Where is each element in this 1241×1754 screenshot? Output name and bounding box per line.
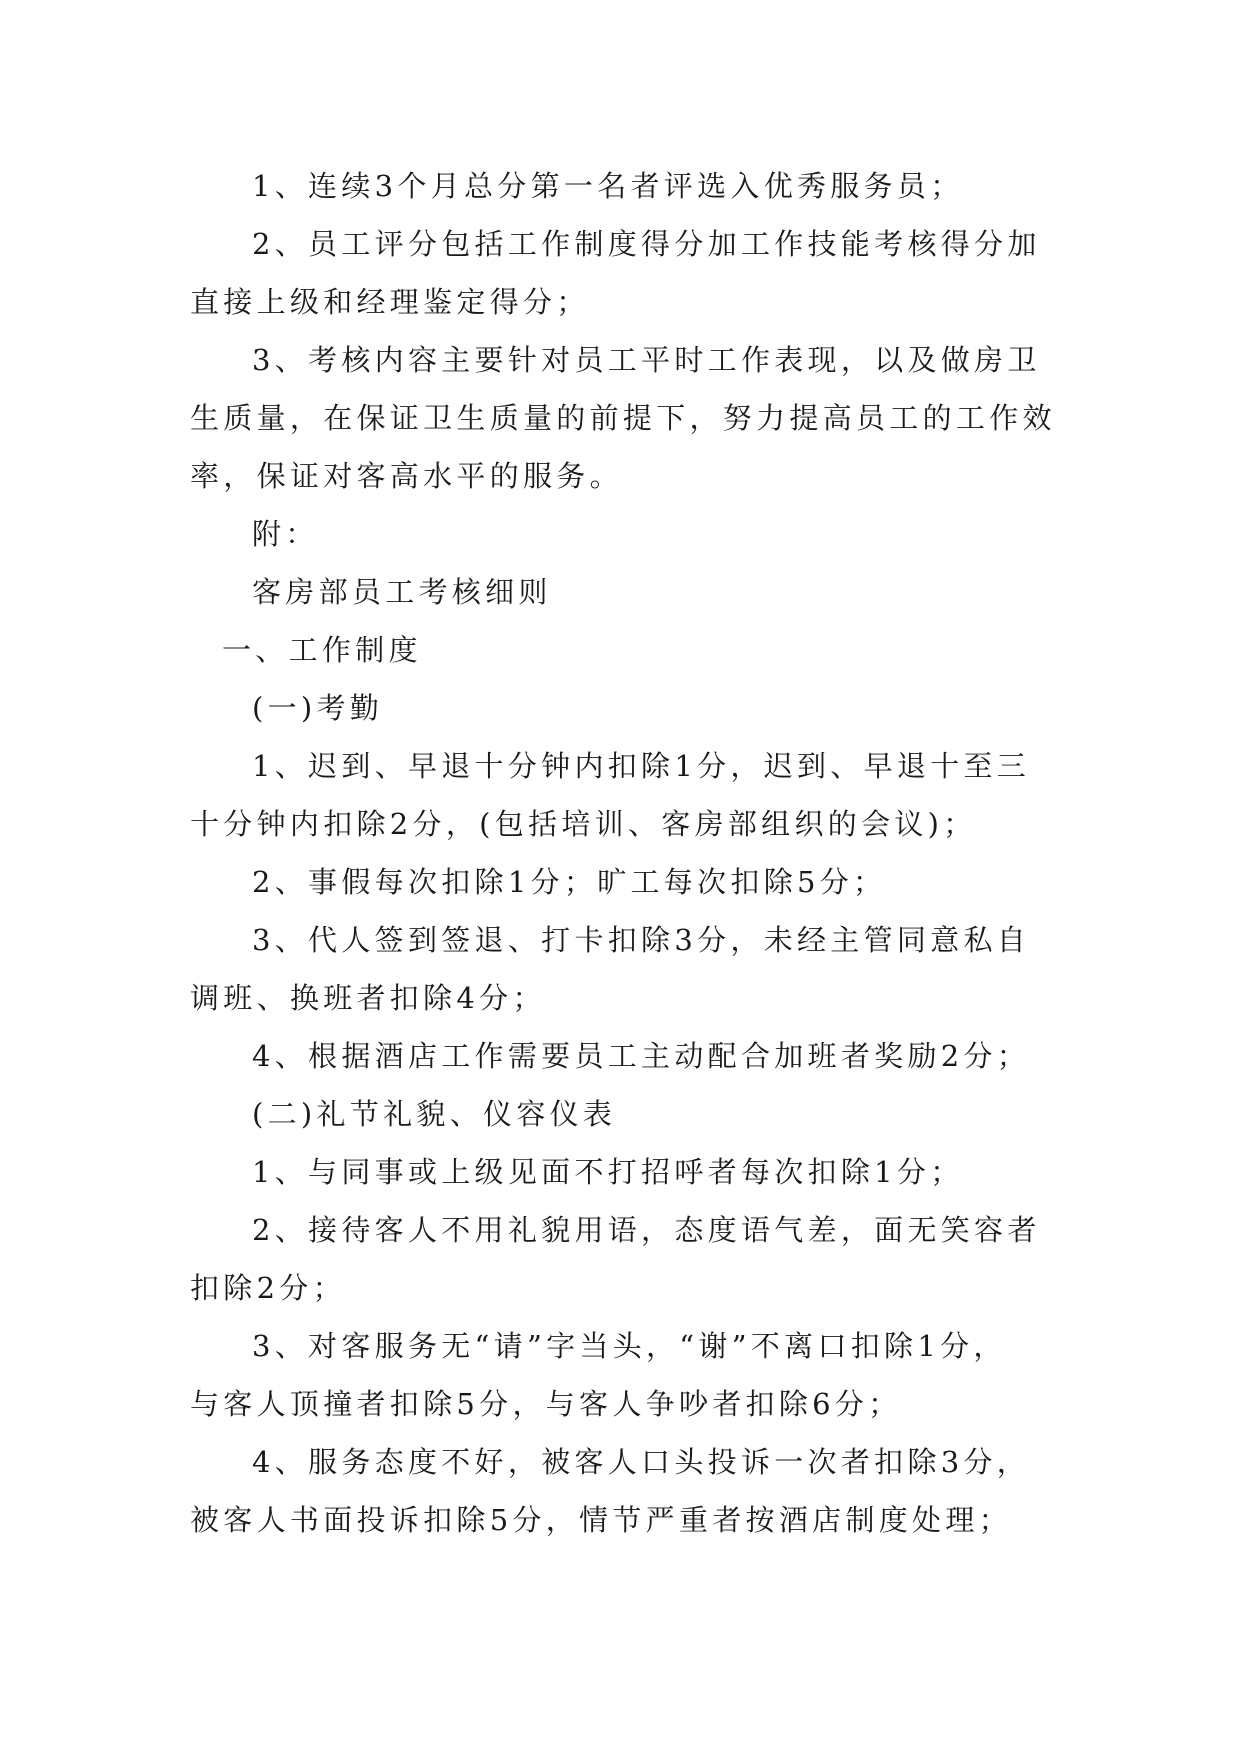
text-line: 扣除2分；	[190, 1271, 346, 1305]
text-line: 4、根据酒店工作需要员工主动配合加班者奖励2分；	[252, 1039, 1031, 1073]
text-line: 1、与同事或上级见面不打招呼者每次扣除1分；	[252, 1155, 964, 1189]
text-line: 调班、换班者扣除4分；	[190, 981, 546, 1015]
text-line: 2、接待客人不用礼貌用语，态度语气差，面无笑容者	[252, 1213, 1041, 1247]
section-heading: 一、工作制度	[222, 633, 422, 667]
text-line: 3、代人签到签退、打卡扣除3分，未经主管同意私自	[252, 923, 1031, 957]
text-line: 与客人顶撞者扣除5分，与客人争吵者扣除6分；	[190, 1387, 902, 1421]
text-line: 十分钟内扣除2分，(包括培训、客房部组织的会议)；	[190, 807, 977, 841]
text-line: 率，保证对客高水平的服务。	[190, 459, 623, 493]
section-title: 客房部员工考核细则	[252, 575, 552, 609]
text-line: 3、考核内容主要针对员工平时工作表现，以及做房卫	[252, 343, 1041, 377]
subsection-heading: (二)礼节礼貌、仪容仪表	[252, 1097, 617, 1131]
text-line: 2、事假每次扣除1分；旷工每次扣除5分；	[252, 865, 887, 899]
text-line: 直接上级和经理鉴定得分；	[190, 285, 590, 319]
text-line: 4、服务态度不好，被客人口头投诉一次者扣除3分，	[252, 1445, 1031, 1479]
text-line: 1、连续3个月总分第一名者评选入优秀服务员；	[252, 169, 964, 203]
text-line: 附：	[252, 517, 319, 551]
text-line: 2、员工评分包括工作制度得分加工作技能考核得分加	[252, 227, 1041, 261]
text-line: 生质量，在保证卫生质量的前提下，努力提高员工的工作效	[190, 401, 1056, 435]
subsection-heading: (一)考勤	[252, 691, 384, 725]
text-line: 1、迟到、早退十分钟内扣除1分，迟到、早退十至三	[252, 749, 1031, 783]
text-line: 被客人书面投诉扣除5分，情节严重者按酒店制度处理；	[190, 1503, 1012, 1537]
text-line: 3、对客服务无“请”字当头，“谢”不离口扣除1分，	[252, 1329, 1007, 1363]
